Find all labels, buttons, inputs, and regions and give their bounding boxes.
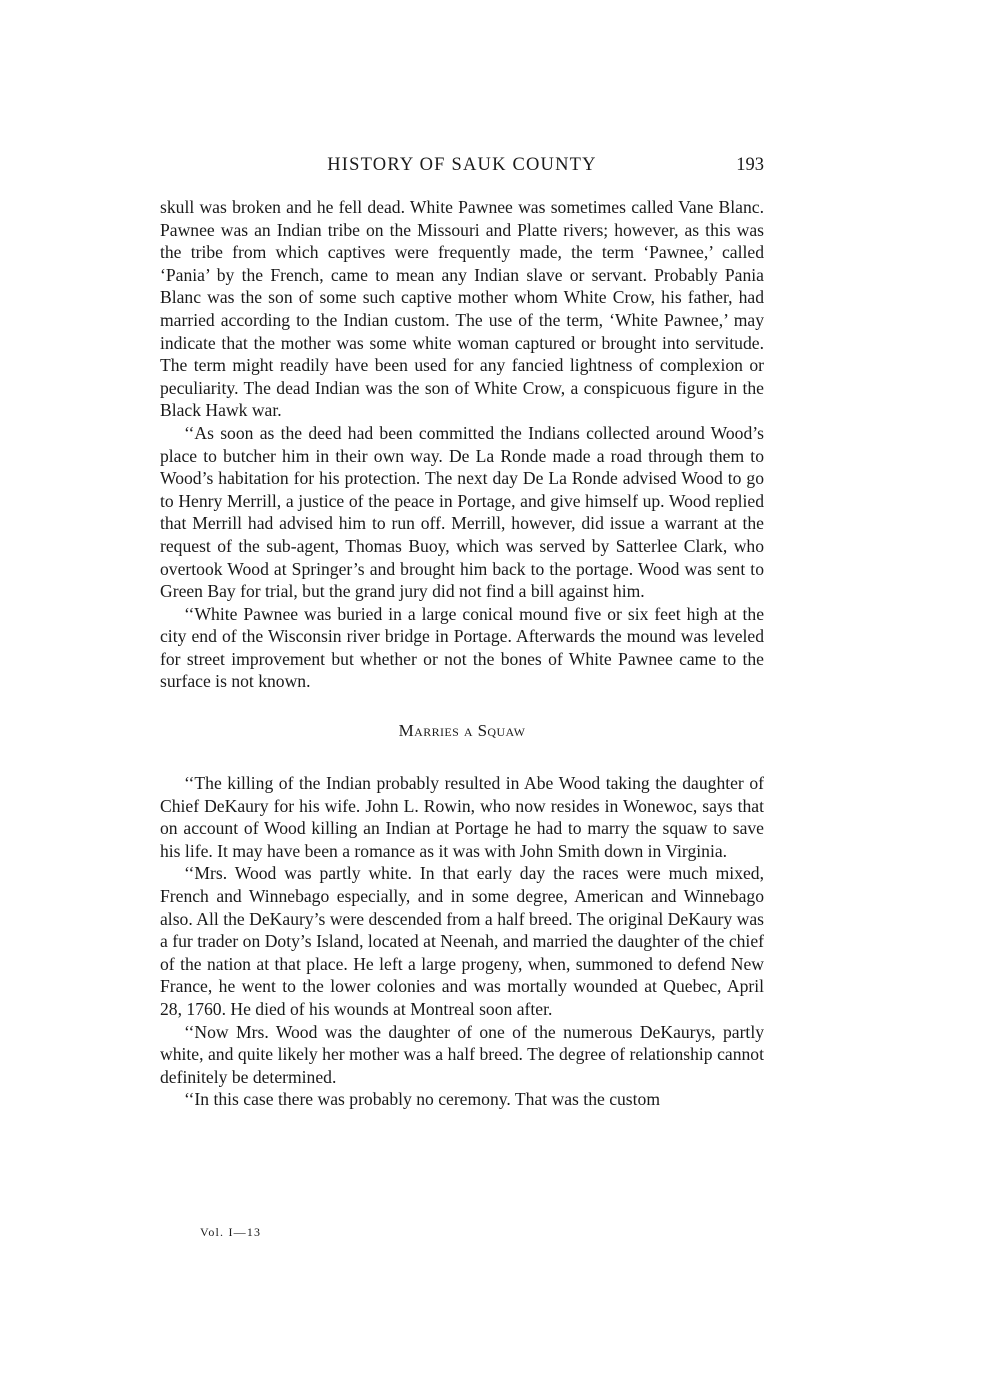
paragraph: ‘‘As soon as the deed had been committed the Indians collected around Wood’s place to butcher him in their own way. De La Ronde made a road through them to Wood’s habitation for his protection. The next day De La Ronde advised Wood to go to Henry Merrill, a justice of the peace in Portage, and give himself up. Wood replied that Merrill had advised him to run off. Merrill, however, did issue a warrant at the request of the sub-agent, Thomas Buoy, which was served by Satterlee Clark, who overtook Wood at Springer’s and brought him back to the portage. Wood was sent to Green Bay for trial, but the grand jury did not find a bill against him. (160, 422, 764, 602)
paragraph-continued: skull was broken and he fell dead. White Pawnee was sometimes called Vane Blanc. Pawnee was an Indian tribe on the Missouri and Platte rivers; however, as this was the tribe from which captives were frequently made, the term ‘Pawnee,’ called ‘Pania’ by the French, came to mean any Indian slave or servant. Probably Pania Blanc was the son of some such captive mother whom White Crow, his father, had married according to the Indian custom. The use of the term, ‘White Pawnee,’ may indicate that the mother was some white woman captured or brought into servitude. The term might readily have been used for any fancied lightness of complexion or peculiarity. The dead Indian was the son of White Crow, a conspicuous figure in the Black Hawk war. (160, 197, 764, 421)
paragraph-last: ‘‘In this case there was probably no ceremony. That was the custom (184, 1089, 661, 1110)
page-number: 193 (736, 155, 764, 175)
body-text (160, 196, 764, 1111)
paragraph: ‘‘White Pawnee was buried in a large conical mound five or six feet high at the city end of the Wisconsin river bridge in Portage. Afterwards the mound was leveled for street improvement but whether or not the bones of White Pawnee came to the surface is not known. (160, 603, 764, 692)
paragraph: ‘‘Now Mrs. Wood was the daughter of one of the numerous DeKaurys, partly white, and quite likely her mother was a half breed. The degree of relationship cannot definitely be determined. (160, 1021, 764, 1087)
running-head (160, 155, 764, 179)
section-heading: Marries a Squaw (398, 721, 526, 741)
paragraph: ‘‘Mrs. Wood was partly white. In that early day the races were much mixed, French and Winnebago especially, and in some degree, American and Winnebago also. All the DeKaury’s were descended from a half breed. The original DeKaury was a fur trader on Doty’s Island, located at Neenah, and married the daughter of the chief of the nation at that place. He left a large progeny, when, summoned to defend New France, he went to the lower colonies and was mortally wounded at Quebec, April 28, 1760. He died of his wounds at Montreal soon after. (160, 863, 764, 1019)
signature-mark: Vol. I—13 (200, 1225, 262, 1239)
running-title: HISTORY OF SAUK COUNTY (327, 155, 597, 175)
paragraph: ‘‘The killing of the Indian probably resulted in Abe Wood taking the daughter of Chief DeKaury for his wife. John L. Rowin, who now resides in Wonewoc, says that on account of Wood killing an Indian at Portage he had to marry the squaw to save his life. It may have been a romance as it was with John Smith down in Virginia. (160, 773, 764, 861)
